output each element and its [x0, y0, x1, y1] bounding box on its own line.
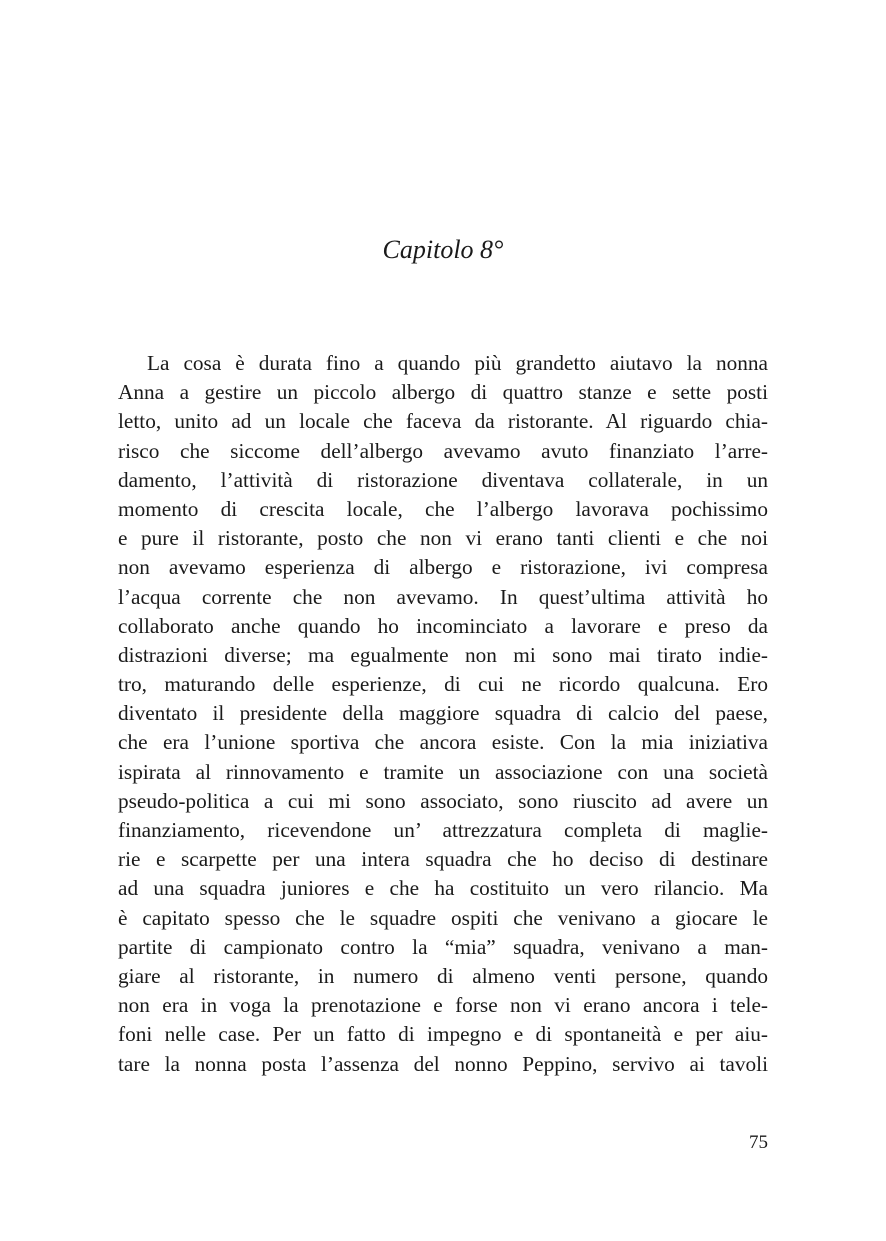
- page-number: 75: [749, 1132, 768, 1153]
- text-line: risco che siccome dell’albergo avevamo avuto finanziato l’arre-: [118, 438, 768, 463]
- text-line: l’acqua corrente che non avevamo. In quest’ultima attività ho: [118, 584, 768, 609]
- text-line: che era l’unione sportiva che ancora esiste. Con la mia iniziativa: [118, 730, 768, 755]
- text-line: partite di campionato contro la “mia” squadra, venivano a man-: [118, 934, 768, 959]
- text-line: collaborato anche quando ho incominciato a lavorare e preso da: [118, 613, 768, 638]
- text-line: ad una squadra juniores e che ha costituito un vero rilancio. Ma: [118, 876, 768, 901]
- text-line: non avevamo esperienza di albergo e ristorazione, ivi compresa: [118, 555, 768, 580]
- text-line: La cosa è durata fino a quando più grandetto aiutavo la nonna: [147, 351, 768, 375]
- text-line: giare al ristorante, in numero di almeno venti persone, quando: [118, 963, 768, 988]
- text-line: tro, maturando delle esperienze, di cui ne ricordo qualcuna. Ero: [118, 672, 768, 697]
- text-line: pseudo-politica a cui mi sono associato, sono riuscito ad avere un: [118, 788, 768, 813]
- text-line: foni nelle case. Per un fatto di impegno e di spontaneità e per aiu-: [118, 1022, 768, 1047]
- text-line: è capitato spesso che le squadre ospiti che venivano a giocare le: [118, 905, 768, 930]
- text-line: diventato il presidente della maggiore squadra di calcio del paese,: [118, 701, 768, 726]
- text-line: damento, l’attività di ristorazione diventava collaterale, in un: [118, 467, 768, 492]
- text-line: finanziamento, ricevendone un’ attrezzatura completa di maglie-: [118, 818, 768, 842]
- text-line: letto, unito ad un locale che faceva da ristorante. Al riguardo chia-: [118, 409, 768, 434]
- text-line: distrazioni diverse; ma egualmente non mi sono mai tirato indie-: [118, 642, 768, 667]
- text-line: e pure il ristorante, posto che non vi erano tanti clienti e che noi: [118, 526, 768, 551]
- text-line: ispirata al rinnovamento e tramite un associazione con una società: [118, 759, 768, 784]
- text-line: rie e scarpette per una intera squadra che ho deciso di destinare: [118, 847, 768, 872]
- body-paragraph: [118, 349, 768, 1079]
- chapter-title: Capitolo 8°: [382, 235, 504, 264]
- text-line: non era in voga la prenotazione e forse non vi erano ancora i tele-: [118, 993, 768, 1018]
- text-line: Anna a gestire un piccolo albergo di quattro stanze e sette posti: [118, 380, 768, 405]
- text-line: momento di crescita locale, che l’albergo lavorava pochissimo: [118, 496, 768, 521]
- text-line: tare la nonna posta l’assenza del nonno Peppino, servivo ai tavoli: [118, 1051, 768, 1076]
